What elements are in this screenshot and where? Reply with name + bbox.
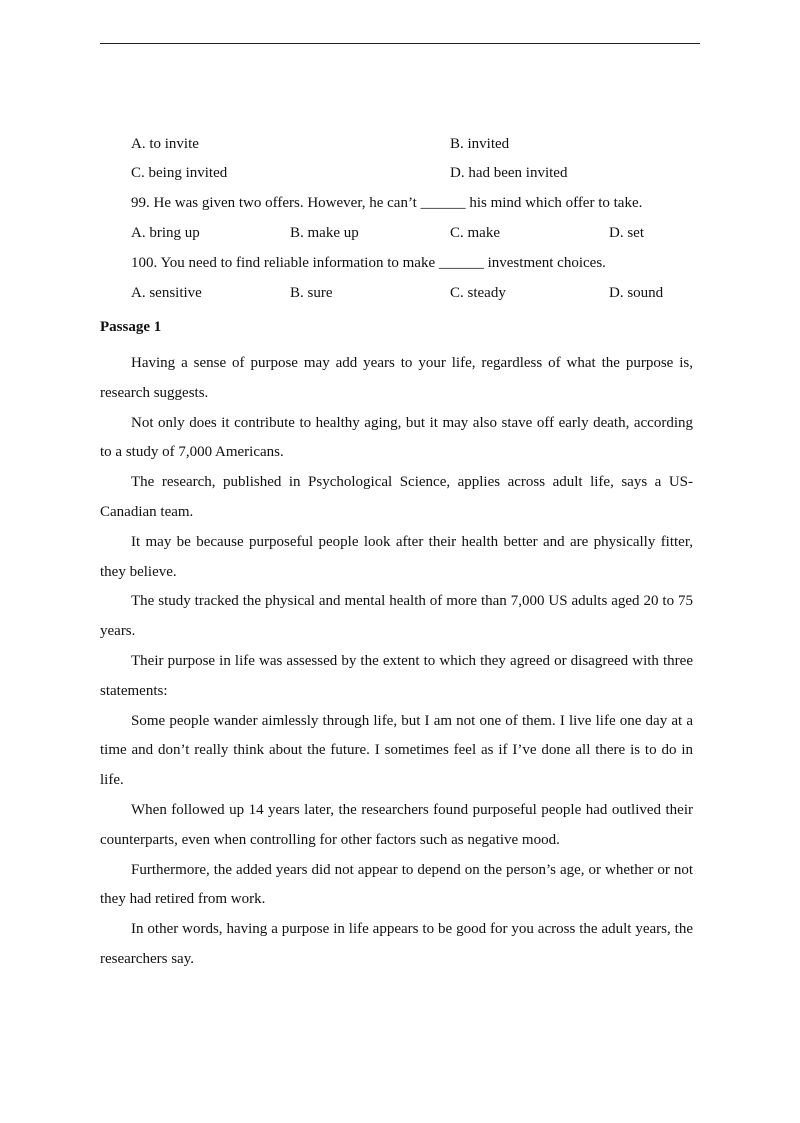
- passage-paragraph: Furthermore, the added years did not appear to depend on the person’s age, or whether or not they had retired from work.: [100, 861, 693, 908]
- question-100-stem: 100. You need to find reliable information to make ______ investment choices.: [131, 255, 606, 271]
- passage-paragraph: Their purpose in life was assessed by the extent to which they agreed or disagreed with three statements:: [100, 652, 693, 699]
- passage-paragraph: Having a sense of purpose may add years to your life, regardless of what the purpose is, research suggests.: [100, 355, 693, 401]
- passage-paragraph: When followed up 14 years later, the researchers found purposeful people had outlived their counterparts, even when controlling for other factors such as negative mood.: [100, 801, 693, 848]
- prev-question-options-row-1: [131, 134, 691, 154]
- option-b: B. invited: [450, 136, 510, 152]
- question-100-options: [131, 283, 691, 303]
- option-d: D. set: [609, 225, 644, 241]
- question-99-stem: 99. He was given two offers. However, he can’t ______ his mind which offer to take.: [131, 195, 643, 211]
- passage-body: [100, 349, 693, 975]
- passage-paragraph: The research, published in Psychological Science, applies across adult life, says a US-Canadian team.: [100, 474, 693, 520]
- header-rule: [100, 43, 700, 44]
- option-d: D. sound: [609, 285, 664, 301]
- passage-paragraph: Some people wander aimlessly through life, but I am not one of them. I live life one day at a time and don’t really think about the future. I sometimes feel as if I’ve done all there is to do in life.: [100, 712, 693, 789]
- question-99-options: [131, 223, 691, 243]
- passage-paragraph: In other words, having a purpose in life appears to be good for you across the adult years, the researchers say.: [100, 921, 693, 967]
- option-c: C. steady: [450, 285, 506, 301]
- option-b: B. make up: [290, 225, 359, 241]
- passage-title: Passage 1: [100, 319, 162, 335]
- option-c: C. being invited: [131, 165, 228, 181]
- passage-paragraph: The study tracked the physical and mental health of more than 7,000 US adults aged 20 to 75 years.: [100, 593, 693, 640]
- passage-paragraph: It may be because purposeful people look after their health better and are physically fitter, they believe.: [100, 533, 693, 580]
- prev-question-options-row-2: [131, 163, 691, 183]
- option-c: C. make: [450, 225, 500, 241]
- option-a: A. sensitive: [131, 285, 202, 301]
- passage-paragraph: Not only does it contribute to healthy aging, but it may also stave off early death, according to a study of 7,000 Americans.: [100, 414, 693, 461]
- option-b: B. sure: [290, 285, 333, 301]
- option-a: A. to invite: [131, 136, 199, 152]
- option-d: D. had been invited: [450, 165, 568, 181]
- option-a: A. bring up: [131, 225, 200, 241]
